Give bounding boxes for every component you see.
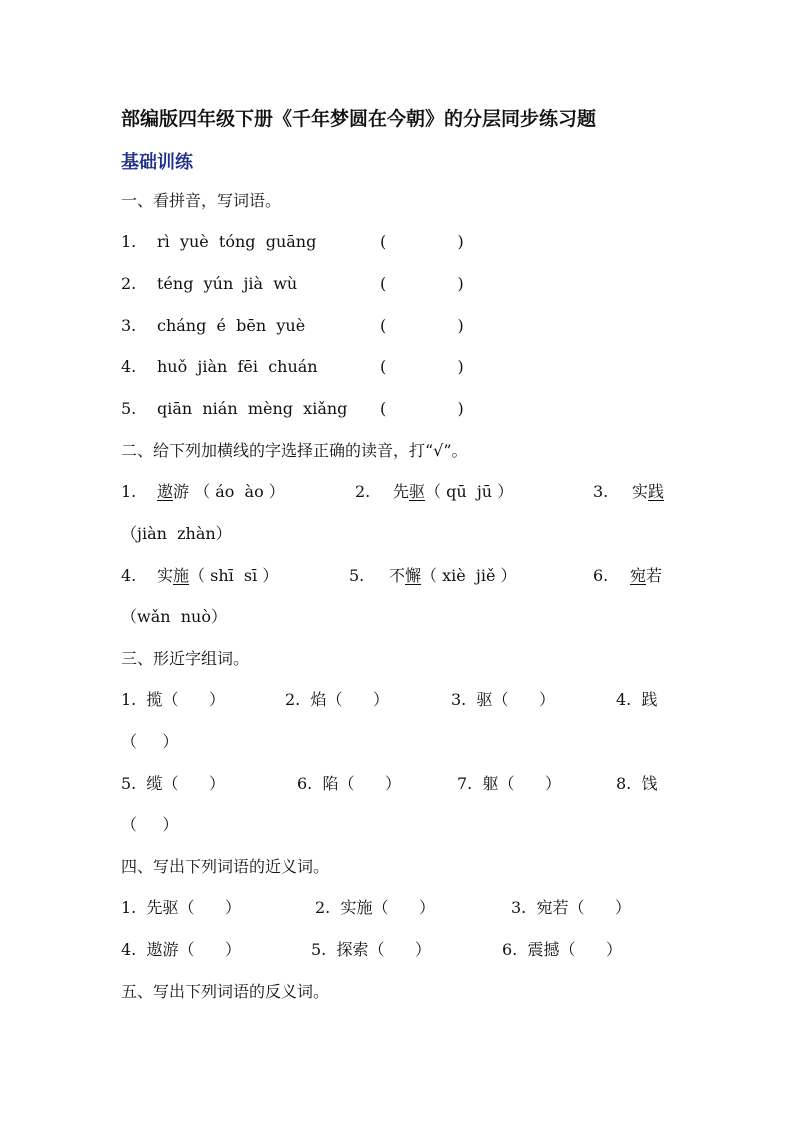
word-blank-item[interactable]: 2. 实施（ ） xyxy=(315,898,435,917)
item-number: 5. xyxy=(121,399,137,418)
plain-char: 不 xyxy=(389,566,406,585)
answer-blank[interactable]: （ ） xyxy=(121,815,179,834)
underlined-char: 遨 xyxy=(157,482,174,501)
word-blank-item: 4. 践 xyxy=(616,690,658,709)
underlined-char: 驱 xyxy=(409,482,426,501)
pinyin-text: qiān nián mèng xiǎng xyxy=(157,399,348,418)
choice-item-6 xyxy=(630,566,662,586)
answer-blank[interactable]: ( ) xyxy=(380,274,464,293)
choice-options[interactable]: （ qū jū ） xyxy=(425,482,514,501)
section-5-heading: 五、写出下列词语的反义词。 xyxy=(121,982,330,1001)
word-blank-item[interactable]: 4. 遨游（ ） xyxy=(121,940,241,959)
word-blank-item[interactable]: 1. 先驱（ ） xyxy=(121,898,241,917)
item-number: 4. xyxy=(121,566,137,585)
word-blank-item[interactable]: 2. 焰（ ） xyxy=(285,690,389,709)
underlined-char: 践 xyxy=(648,482,665,501)
answer-blank[interactable]: （ ） xyxy=(121,732,179,751)
word-blank-item[interactable]: 3. 宛若（ ） xyxy=(511,898,631,917)
choice-options[interactable]: （ shī sī ） xyxy=(189,566,279,585)
section-2-heading: 二、给下列加横线的字选择正确的读音，打“√”。 xyxy=(121,441,468,460)
item-number: 1. xyxy=(121,482,137,501)
item-number: 2. xyxy=(121,274,137,293)
answer-blank[interactable]: ( ) xyxy=(380,232,464,251)
underlined-char: 宛 xyxy=(630,566,647,585)
choice-item-1 xyxy=(157,482,285,502)
page-title: 部编版四年级下册《千年梦圆在今朝》的分层同步练习题 xyxy=(121,108,597,130)
plain-char: 实 xyxy=(632,482,649,501)
choice-item-3 xyxy=(632,482,664,502)
choice-item-5 xyxy=(389,566,517,586)
word-blank-item[interactable]: 6. 震撼（ ） xyxy=(502,940,622,959)
item-number: 3. xyxy=(121,316,137,335)
word-blank-item[interactable]: 5. 探索（ ） xyxy=(311,940,431,959)
section-3-heading: 三、形近字组词。 xyxy=(121,649,250,668)
pinyin-text: huǒ jiàn fēi chuán xyxy=(157,357,318,376)
plain-char: 若 xyxy=(646,566,663,585)
answer-blank[interactable]: ( ) xyxy=(380,316,464,335)
section-subheading: 基础训练 xyxy=(121,152,193,173)
choice-options[interactable]: 游 （ áo ào ） xyxy=(173,482,285,501)
word-blank-item[interactable]: 3. 驱（ ） xyxy=(451,690,555,709)
item-number: 1. xyxy=(121,232,137,251)
pinyin-text: téng yún jià wù xyxy=(157,274,298,293)
word-blank-item: 8. 饯 xyxy=(616,774,658,793)
pinyin-text: rì yuè tóng guāng xyxy=(157,232,317,251)
pinyin-text: cháng é bēn yuè xyxy=(157,316,306,335)
section-4-heading: 四、写出下列词语的近义词。 xyxy=(121,857,330,876)
item-number: 3. xyxy=(593,482,609,501)
item-number: 2. xyxy=(355,482,371,501)
plain-char: 实 xyxy=(157,566,174,585)
item-number: 6. xyxy=(593,566,609,585)
section-1-heading: 一、看拼音，写词语。 xyxy=(121,191,282,210)
word-blank-item[interactable]: 1. 揽（ ） xyxy=(121,690,225,709)
choice-item-2 xyxy=(393,482,513,502)
word-blank-item[interactable]: 5. 缆（ ） xyxy=(121,774,225,793)
plain-char: 先 xyxy=(393,482,410,501)
word-blank-item[interactable]: 6. 陷（ ） xyxy=(297,774,401,793)
choice-options[interactable]: （ xiè jiě ） xyxy=(421,566,517,585)
choice-options[interactable]: （wǎn nuò） xyxy=(121,607,227,626)
item-number: 4. xyxy=(121,357,137,376)
word-blank-item[interactable]: 7. 躯（ ） xyxy=(457,774,561,793)
answer-blank[interactable]: ( ) xyxy=(380,399,464,418)
underlined-char: 懈 xyxy=(405,566,422,585)
item-number: 5. xyxy=(349,566,365,585)
underlined-char: 施 xyxy=(173,566,190,585)
choice-options[interactable]: （jiàn zhàn） xyxy=(121,524,232,543)
answer-blank[interactable]: ( ) xyxy=(380,357,464,376)
choice-item-4 xyxy=(157,566,278,586)
